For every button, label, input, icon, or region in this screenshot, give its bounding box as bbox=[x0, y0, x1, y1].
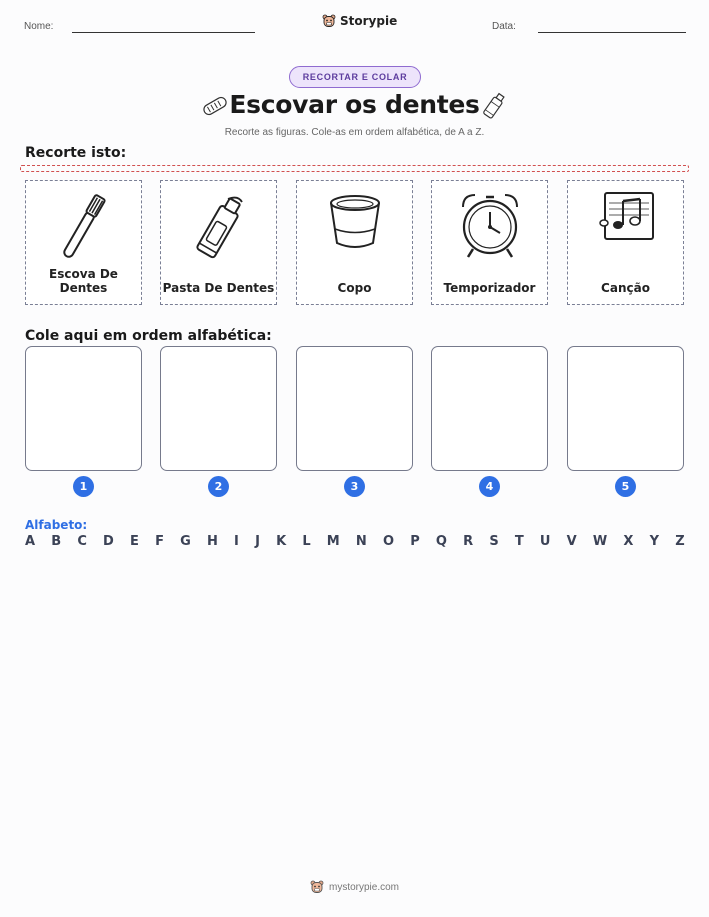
alphabet-letter: Y bbox=[649, 534, 660, 549]
position-number-4: 4 bbox=[479, 476, 500, 497]
alphabet-letter: I bbox=[234, 534, 239, 549]
paste-box-4[interactable] bbox=[431, 346, 548, 471]
cut-card-timer[interactable] bbox=[431, 180, 548, 305]
position-number-3: 3 bbox=[344, 476, 365, 497]
cut-card-song[interactable] bbox=[567, 180, 684, 305]
cup-icon bbox=[320, 189, 390, 264]
alphabet-letter: A bbox=[25, 534, 36, 549]
position-number-5: 5 bbox=[615, 476, 636, 497]
page-title: Escovar os dentes bbox=[229, 90, 480, 119]
paste-box-3[interactable] bbox=[296, 346, 413, 471]
storypie-logo-icon bbox=[322, 14, 336, 28]
paste-box-5[interactable] bbox=[567, 346, 684, 471]
instructions: Recorte as figuras. Cole-as em ordem alfabética, de A a Z. bbox=[224, 127, 485, 138]
alphabet-letter: H bbox=[206, 534, 218, 549]
alphabet-letter: O bbox=[382, 534, 395, 549]
card-label: Escova De Dentes bbox=[49, 267, 118, 295]
brand-name: Storypie bbox=[340, 14, 398, 28]
position-number-1: 1 bbox=[73, 476, 94, 497]
alphabet-letter: T bbox=[514, 534, 524, 549]
alphabet-letter: K bbox=[276, 534, 287, 549]
card-label: Copo bbox=[337, 281, 372, 295]
activity-badge: RECORTAR E COLAR bbox=[289, 66, 421, 88]
card-label: Canção bbox=[601, 281, 650, 295]
brand bbox=[322, 14, 397, 28]
toothpaste-tube-icon bbox=[480, 90, 508, 122]
toothpaste-icon bbox=[184, 189, 254, 264]
alphabet-letter: D bbox=[103, 534, 114, 549]
alphabet-letter: X bbox=[623, 534, 634, 549]
alphabet-letter: M bbox=[326, 534, 340, 549]
music-note-icon bbox=[591, 189, 661, 264]
paste-section-label: Cole aqui em ordem alfabética: bbox=[25, 328, 272, 344]
cut-card-cup[interactable] bbox=[296, 180, 413, 305]
alphabet-row bbox=[25, 534, 685, 549]
alphabet-letter: Z bbox=[675, 534, 685, 549]
paste-box-2[interactable] bbox=[160, 346, 277, 471]
date-line bbox=[538, 32, 686, 33]
storypie-logo-icon bbox=[310, 880, 324, 894]
alphabet-letter: B bbox=[51, 534, 62, 549]
cut-card-toothbrush[interactable] bbox=[25, 180, 142, 305]
alphabet-letter: U bbox=[539, 534, 551, 549]
alphabet-letter: J bbox=[255, 534, 260, 549]
name-label: Nome: bbox=[24, 21, 54, 32]
footer bbox=[0, 880, 709, 894]
footer-url[interactable]: mystorypie.com bbox=[328, 881, 399, 893]
alphabet-title: Alfabeto: bbox=[25, 518, 88, 532]
alphabet-letter: L bbox=[302, 534, 311, 549]
name-line bbox=[72, 32, 255, 33]
card-label: Pasta De Dentes bbox=[162, 281, 275, 295]
card-label: Temporizador bbox=[443, 281, 536, 295]
date-label: Data: bbox=[492, 21, 516, 32]
alphabet-letter: Q bbox=[435, 534, 447, 549]
alphabet-letter: R bbox=[463, 534, 474, 549]
alphabet-letter: N bbox=[355, 534, 367, 549]
alphabet-letter: V bbox=[566, 534, 577, 549]
alphabet-letter: S bbox=[489, 534, 499, 549]
cut-line bbox=[20, 165, 689, 172]
alphabet-letter: W bbox=[592, 534, 608, 549]
cut-card-toothpaste[interactable] bbox=[160, 180, 277, 305]
position-number-2: 2 bbox=[208, 476, 229, 497]
alphabet-letter: C bbox=[77, 534, 87, 549]
paste-box-1[interactable] bbox=[25, 346, 142, 471]
toothbrush-icon bbox=[49, 189, 119, 264]
cut-section-label: Recorte isto: bbox=[25, 145, 127, 161]
alphabet-letter: F bbox=[155, 534, 164, 549]
alarm-clock-icon bbox=[455, 189, 525, 264]
alphabet-letter: G bbox=[180, 534, 191, 549]
alphabet-letter: E bbox=[130, 534, 139, 549]
alphabet-letter: P bbox=[410, 534, 420, 549]
